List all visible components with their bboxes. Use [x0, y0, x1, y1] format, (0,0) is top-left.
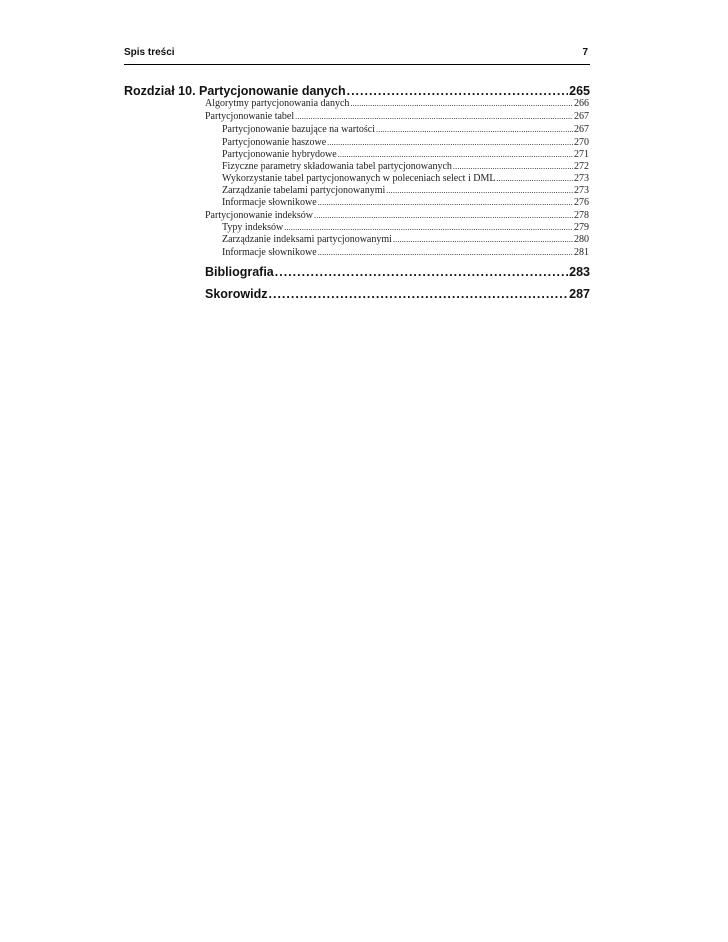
toc-entry-title: Partycjonowanie bazujące na wartości [222, 124, 375, 135]
toc-entry-title: Algorytmy partycjonowania danych [205, 98, 350, 109]
toc-entry-page: 272 [574, 161, 589, 172]
toc-entry[interactable] [205, 210, 589, 222]
toc-entry-page: 280 [574, 234, 589, 245]
toc-entry[interactable] [222, 185, 589, 197]
toc-dot-leader [318, 248, 573, 257]
toc-dot-leader [496, 174, 573, 183]
toc-entry[interactable] [222, 137, 589, 149]
toc-dot-leader [338, 150, 573, 159]
toc-entry[interactable] [222, 161, 589, 173]
toc-entry-page: 265 [569, 84, 590, 98]
toc-entry-title: Wykorzystanie tabel partycjonowanych w poleceniach select i DML [222, 173, 496, 184]
toc-dot-leader [393, 235, 573, 244]
toc-entry-page: 283 [569, 265, 590, 279]
toc-entry-title: Rozdział 10. Partycjonowanie danych [124, 84, 346, 98]
toc-entry-page: 276 [574, 197, 589, 208]
toc-dot-leader [347, 84, 569, 98]
toc-entry-page: 278 [574, 210, 589, 221]
toc-entry[interactable] [222, 197, 589, 209]
toc-entry-page: 266 [574, 98, 589, 109]
toc-entry-title: Informacje słownikowe [222, 197, 317, 208]
toc-entry-title: Zarządzanie tabelami partycjonowanymi [222, 185, 386, 196]
toc-entry-title: Partycjonowanie tabel [205, 111, 295, 122]
running-header-title: Spis treści [124, 47, 175, 58]
toc-entry-page: 271 [574, 149, 589, 160]
toc-dot-leader [284, 223, 573, 232]
toc-entry-title: Zarządzanie indeksami partycjonowanymi [222, 234, 392, 245]
toc-entry-page: 273 [574, 173, 589, 184]
toc-entry[interactable] [222, 124, 589, 136]
toc-entry-page: 270 [574, 137, 589, 148]
toc-entry[interactable] [205, 111, 589, 123]
toc-entry-page: 273 [574, 185, 589, 196]
toc-entry-title: Bibliografia [205, 265, 274, 279]
toc-entry-page: 267 [574, 111, 589, 122]
toc-dot-leader [275, 265, 568, 279]
toc-entry-title: Fizyczne parametry składowania tabel partycjonowanych [222, 161, 452, 172]
toc-entry[interactable] [205, 98, 589, 110]
toc-entry-title: Partycjonowanie haszowe [222, 137, 327, 148]
toc-entry-page: 287 [569, 287, 590, 301]
toc-entry[interactable] [222, 149, 589, 161]
toc-entry-title: Partycjonowanie indeksów [205, 210, 314, 221]
toc-entry-title: Typy indeksów [222, 222, 284, 233]
header-rule [124, 64, 590, 65]
toc-entry-page: 279 [574, 222, 589, 233]
running-header-page-number: 7 [582, 47, 588, 58]
toc-dot-leader [386, 186, 573, 195]
toc-entry[interactable] [222, 247, 589, 259]
toc-entry[interactable] [222, 234, 589, 246]
toc-entry-page: 267 [574, 124, 589, 135]
toc-dot-leader [314, 211, 573, 220]
toc-bibliography[interactable] [205, 265, 590, 281]
toc-entry[interactable] [222, 173, 589, 185]
toc-entry[interactable] [222, 222, 589, 234]
toc-entry-page: 281 [574, 247, 589, 258]
toc-dot-leader [453, 162, 573, 171]
toc-dot-leader [350, 99, 573, 108]
toc-dot-leader [376, 125, 573, 134]
running-header [124, 47, 590, 61]
toc-dot-leader [269, 287, 569, 301]
toc-dot-leader [295, 112, 573, 121]
toc-entry-title: Partycjonowanie hybrydowe [222, 149, 337, 160]
toc-dot-leader [318, 198, 573, 207]
toc-entry-title: Skorowidz [205, 287, 268, 301]
toc-dot-leader [327, 138, 573, 147]
toc-index[interactable] [205, 287, 590, 303]
toc-entry-title: Informacje słownikowe [222, 247, 317, 258]
